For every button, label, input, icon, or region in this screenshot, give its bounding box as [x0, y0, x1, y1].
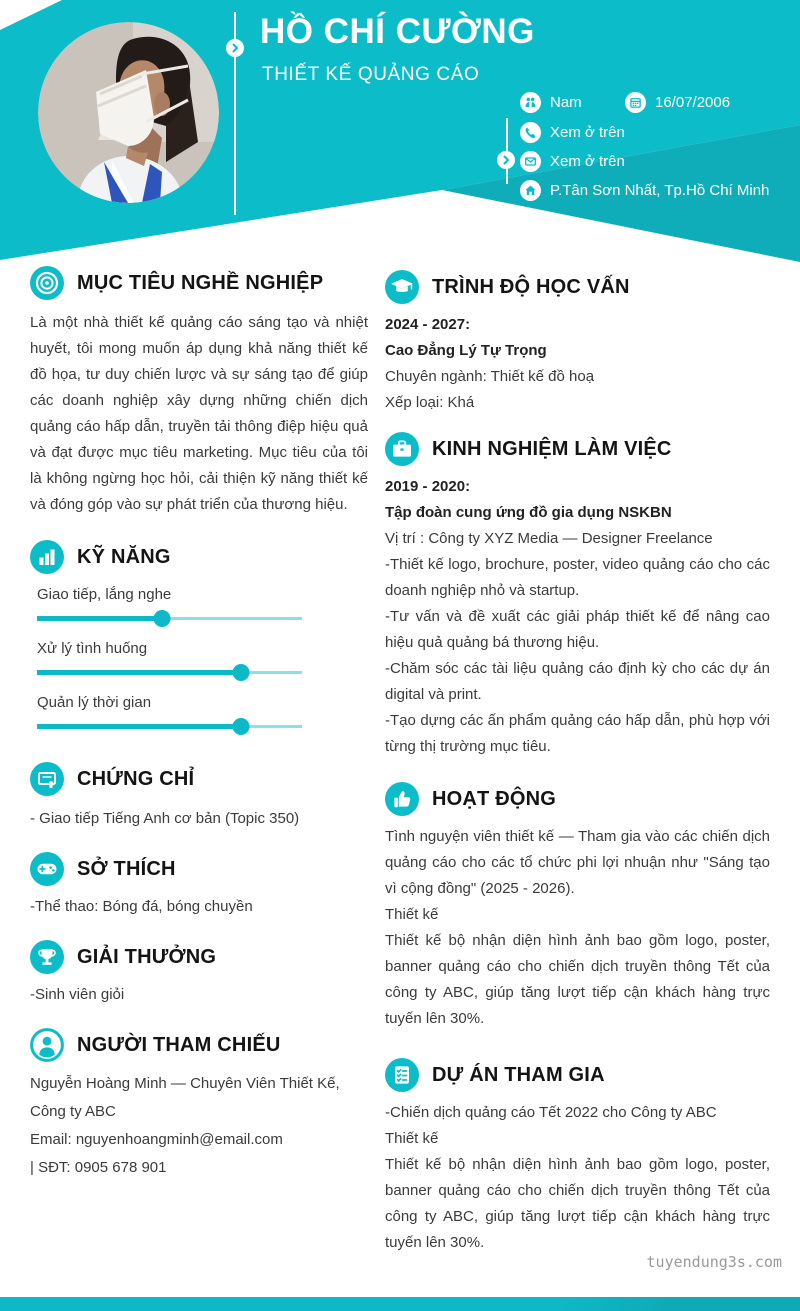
slider-fill [37, 616, 162, 621]
activities-block [385, 824, 770, 1032]
slider-handle[interactable] [233, 718, 250, 735]
section-title: HOẠT ĐỘNG [432, 788, 557, 810]
phone-value: Xem ở trên [550, 124, 625, 141]
section-title: MỤC TIÊU NGHỀ NGHIỆP [77, 272, 324, 294]
skill-slider[interactable] [37, 609, 302, 628]
profile-photo [38, 22, 219, 203]
section-education-header [385, 270, 770, 304]
education-grade: Xếp loại: Khá [385, 394, 475, 411]
section-title: KỸ NĂNG [77, 546, 171, 568]
section-title: DỰ ÁN THAM GIA [432, 1064, 605, 1086]
header [0, 0, 800, 290]
slider-handle[interactable] [153, 610, 170, 627]
skill-row [37, 637, 368, 682]
email-icon [520, 151, 541, 172]
contact-address [520, 180, 769, 201]
experience-bullet: -Tạo dựng các ấn phẩm quảng cáo hấp dẫn, phù hợp với từng thị trường mục tiêu. [385, 712, 770, 755]
education-major: Chuyên ngành: Thiết kế đồ hoạ [385, 368, 595, 385]
dob-value: 16/07/2006 [655, 94, 731, 111]
section-hobbies-header [30, 852, 368, 886]
experience-period: 2019 - 2020: [385, 478, 471, 495]
certificate-icon [30, 762, 64, 796]
activity-line: Tình nguyện viên thiết kế — Tham gia vào các chiến dịch quảng cáo cho các tổ chức phi lợi nhuận như "Sáng tạo vì cộng đồng" (2025 - 2026). [385, 828, 770, 897]
skill-slider[interactable] [37, 717, 302, 736]
section-certificates-header [30, 762, 368, 796]
graduation-cap-icon [385, 270, 419, 304]
email-value: Xem ở trên [550, 153, 625, 170]
bar-chart-icon [30, 540, 64, 574]
skill-row [37, 583, 368, 628]
gamepad-icon [30, 852, 64, 886]
section-projects-header [385, 1058, 770, 1092]
chevron-right-icon [497, 151, 515, 169]
section-references-header [30, 1028, 368, 1062]
experience-bullet: -Chăm sóc các tài liệu quảng cáo định kỳ cho các dự án digital và print. [385, 660, 770, 703]
skill-label: Xử lý tình huống [37, 640, 148, 657]
left-column [30, 266, 368, 1182]
footer-bar [0, 1297, 800, 1311]
right-column [385, 270, 770, 1256]
skill-label: Giao tiếp, lắng nghe [37, 586, 172, 603]
contact-email [520, 151, 625, 172]
thumbs-up-icon [385, 782, 419, 816]
section-skills-header [30, 540, 368, 574]
education-school: Cao Đẳng Lý Tự Trọng [385, 342, 547, 359]
section-awards-header [30, 940, 368, 974]
experience-position: Vị trí : Công ty XYZ Media — Designer Freelance [385, 530, 713, 547]
contact-phone [520, 122, 625, 143]
section-title: CHỨNG CHỈ [77, 768, 195, 790]
chevron-right-icon [226, 39, 244, 57]
award-item: -Sinh viên giỏi [30, 986, 125, 1003]
address-value: P.Tân Sơn Nhất, Tp.Hồ Chí Minh [550, 182, 770, 199]
home-icon [520, 180, 541, 201]
experience-block [385, 474, 770, 760]
experience-bullet: -Thiết kế logo, brochure, poster, video quảng cáo cho các doanh nghiệp nhỏ và startup. [385, 556, 770, 599]
hobby-item: -Thể thao: Bóng đá, bóng chuyền [30, 898, 253, 915]
slider-fill [37, 670, 241, 675]
activity-line: Thiết kế [385, 906, 439, 923]
gender-value: Nam [550, 94, 582, 111]
project-line: Thiết kế bộ nhận diện hình ảnh bao gồm logo, poster, banner quảng cáo cho chiến dịch truyền thông Tết của công ty ABC, giúp tăng lượt tiếp cận khách hàng trực tuyến lên 30%. [385, 1156, 770, 1251]
target-icon [30, 266, 64, 300]
education-block [385, 312, 770, 416]
job-title: THIẾT KẾ QUẢNG CÁO [262, 64, 480, 85]
project-line: -Chiến dịch quảng cáo Tết 2022 cho Công ty ABC [385, 1104, 717, 1121]
gender-icon [520, 92, 541, 113]
section-title: GIẢI THƯỞNG [77, 946, 217, 968]
reference-email: Email: nguyenhoangminh@email.com [30, 1131, 283, 1148]
section-title: SỞ THÍCH [77, 858, 176, 880]
slider-fill [37, 724, 241, 729]
section-title: NGƯỜI THAM CHIẾU [77, 1034, 281, 1056]
section-objective-header [30, 266, 368, 300]
footer-bar-sweep [460, 1297, 800, 1311]
trophy-icon [30, 940, 64, 974]
skill-row [37, 691, 368, 736]
projects-block [385, 1100, 770, 1256]
watermark: tuyendung3s.com [646, 1253, 782, 1271]
person-name: HỒ CHÍ CƯỜNG [260, 12, 535, 51]
calendar-icon [625, 92, 646, 113]
briefcase-icon [385, 432, 419, 466]
section-title: KINH NGHIỆM LÀM VIỆC [432, 438, 672, 460]
education-period: 2024 - 2027: [385, 316, 471, 333]
skill-slider[interactable] [37, 663, 302, 682]
project-line: Thiết kế [385, 1130, 439, 1147]
checklist-icon [385, 1058, 419, 1092]
section-title: TRÌNH ĐỘ HỌC VẤN [432, 276, 630, 298]
activity-line: Thiết kế bộ nhận diện hình ảnh bao gồm logo, poster, banner quảng cáo cho chiến dịch truyền thông Tết của công ty ABC, giúp tăng lượt tiếp cận khách hàng trực tuyến lên 30%. [385, 932, 770, 1027]
experience-company: Tập đoàn cung ứng đồ gia dụng NSKBN [385, 504, 672, 521]
skill-label: Quản lý thời gian [37, 694, 152, 711]
reference-line: Nguyễn Hoàng Minh — Chuyên Viên Thiết Kế, Công ty ABC [30, 1075, 340, 1120]
person-circle-icon [30, 1028, 64, 1062]
section-activities-header [385, 782, 770, 816]
experience-bullet: -Tư vấn và đề xuất các giải pháp thiết kế để nâng cao hiệu quả quảng bá thương hiệu. [385, 608, 770, 651]
objective-text: Là một nhà thiết kế quảng cáo sáng tạo và nhiệt huyết, tôi mong muốn áp dụng khả năng thiết kế đồ họa, tư duy chiến lược và sự sáng tạo để giúp các doanh nghiệp xây dựng những chiến dịch quảng cáo hấp dẫn, truyền tải thông điệp hiệu quả và đạt được mục tiêu marketing. Mục tiêu của tôi là không ngừng học hỏi, cải thiện kỹ năng thiết kế và đóng góp vào sự phát triển của thương hiệu. [30, 314, 368, 513]
contact-dob [625, 92, 730, 113]
contact-gender [520, 92, 582, 113]
reference-phone: | SĐT: 0905 678 901 [30, 1159, 167, 1176]
phone-icon [520, 122, 541, 143]
references-block [30, 1070, 368, 1182]
section-experience-header [385, 432, 770, 466]
skills-list [30, 583, 368, 736]
certificate-item: - Giao tiếp Tiếng Anh cơ bản (Topic 350) [30, 810, 300, 827]
slider-handle[interactable] [233, 664, 250, 681]
